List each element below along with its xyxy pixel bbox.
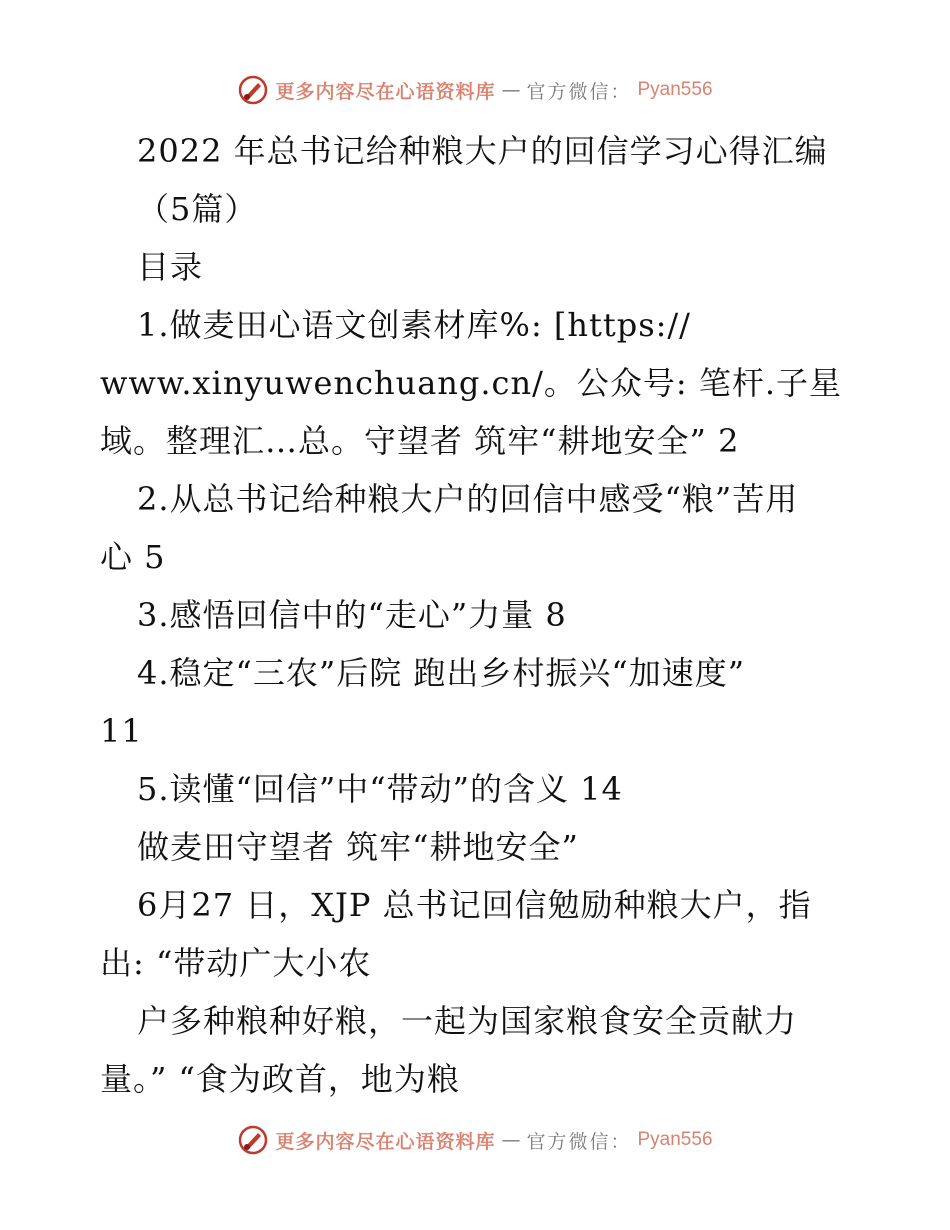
brush-logo-icon <box>237 74 269 106</box>
toc-item-4: 4.稳定“三农”后院 跑出乡村振兴“加速度” <box>137 654 746 692</box>
section-heading: 做麦田守望者 筑牢“耕地安全” <box>137 828 579 866</box>
paragraph-line: 户多种粮种好粮，一起为国家粮食安全贡献力 <box>137 1002 798 1040</box>
toc-item-1-cont: www.xinyuwenchuang.cn/。公众号: 笔杆.子星 <box>100 364 842 402</box>
footer-watermark-banner <box>0 1120 950 1160</box>
toc-item-5: 5.读懂“回信”中“带动”的含义 14 <box>137 770 623 808</box>
toc-item-1-cont-2: 域。整理汇…总。守望者 筑牢“耕地安全” 2 <box>100 422 740 460</box>
toc-item-3: 3.感悟回信中的“走心”力量 8 <box>137 596 567 634</box>
toc-heading: 目录 <box>137 248 204 286</box>
paragraph-line: 6月27 日，XJP 总书记回信勉励种粮大户，指 <box>137 886 812 924</box>
toc-item-2-cont: 心 5 <box>100 538 166 576</box>
promo-text: 更多内容尽在心语资料库 <box>275 80 496 103</box>
wechat-label: 官方微信： <box>526 80 632 103</box>
paragraph-line: 量。” “食为政首，地为粮 <box>100 1060 460 1098</box>
banner-separator: — <box>501 79 521 101</box>
paragraph-line: 出: “带动广大小农 <box>100 944 372 982</box>
wechat-label: 官方微信： <box>526 1130 632 1153</box>
header-watermark-banner <box>0 70 950 110</box>
document-body <box>100 122 860 1108</box>
document-title: 2022 年总书记给种粮大户的回信学习心得汇编 <box>137 132 828 170</box>
document-subtitle: （5篇） <box>137 190 258 228</box>
wechat-id: Pyan556 <box>637 79 713 100</box>
banner-separator: — <box>501 1129 521 1151</box>
brush-logo-icon <box>237 1124 269 1156</box>
toc-item-1: 1.做麦田心语文创素材库%: [https:// <box>137 306 691 344</box>
toc-item-2: 2.从总书记给种粮大户的回信中感受“粮”苦用 <box>137 480 799 518</box>
toc-item-4-cont: 11 <box>100 712 143 750</box>
wechat-id: Pyan556 <box>637 1129 713 1150</box>
promo-text: 更多内容尽在心语资料库 <box>275 1130 496 1153</box>
